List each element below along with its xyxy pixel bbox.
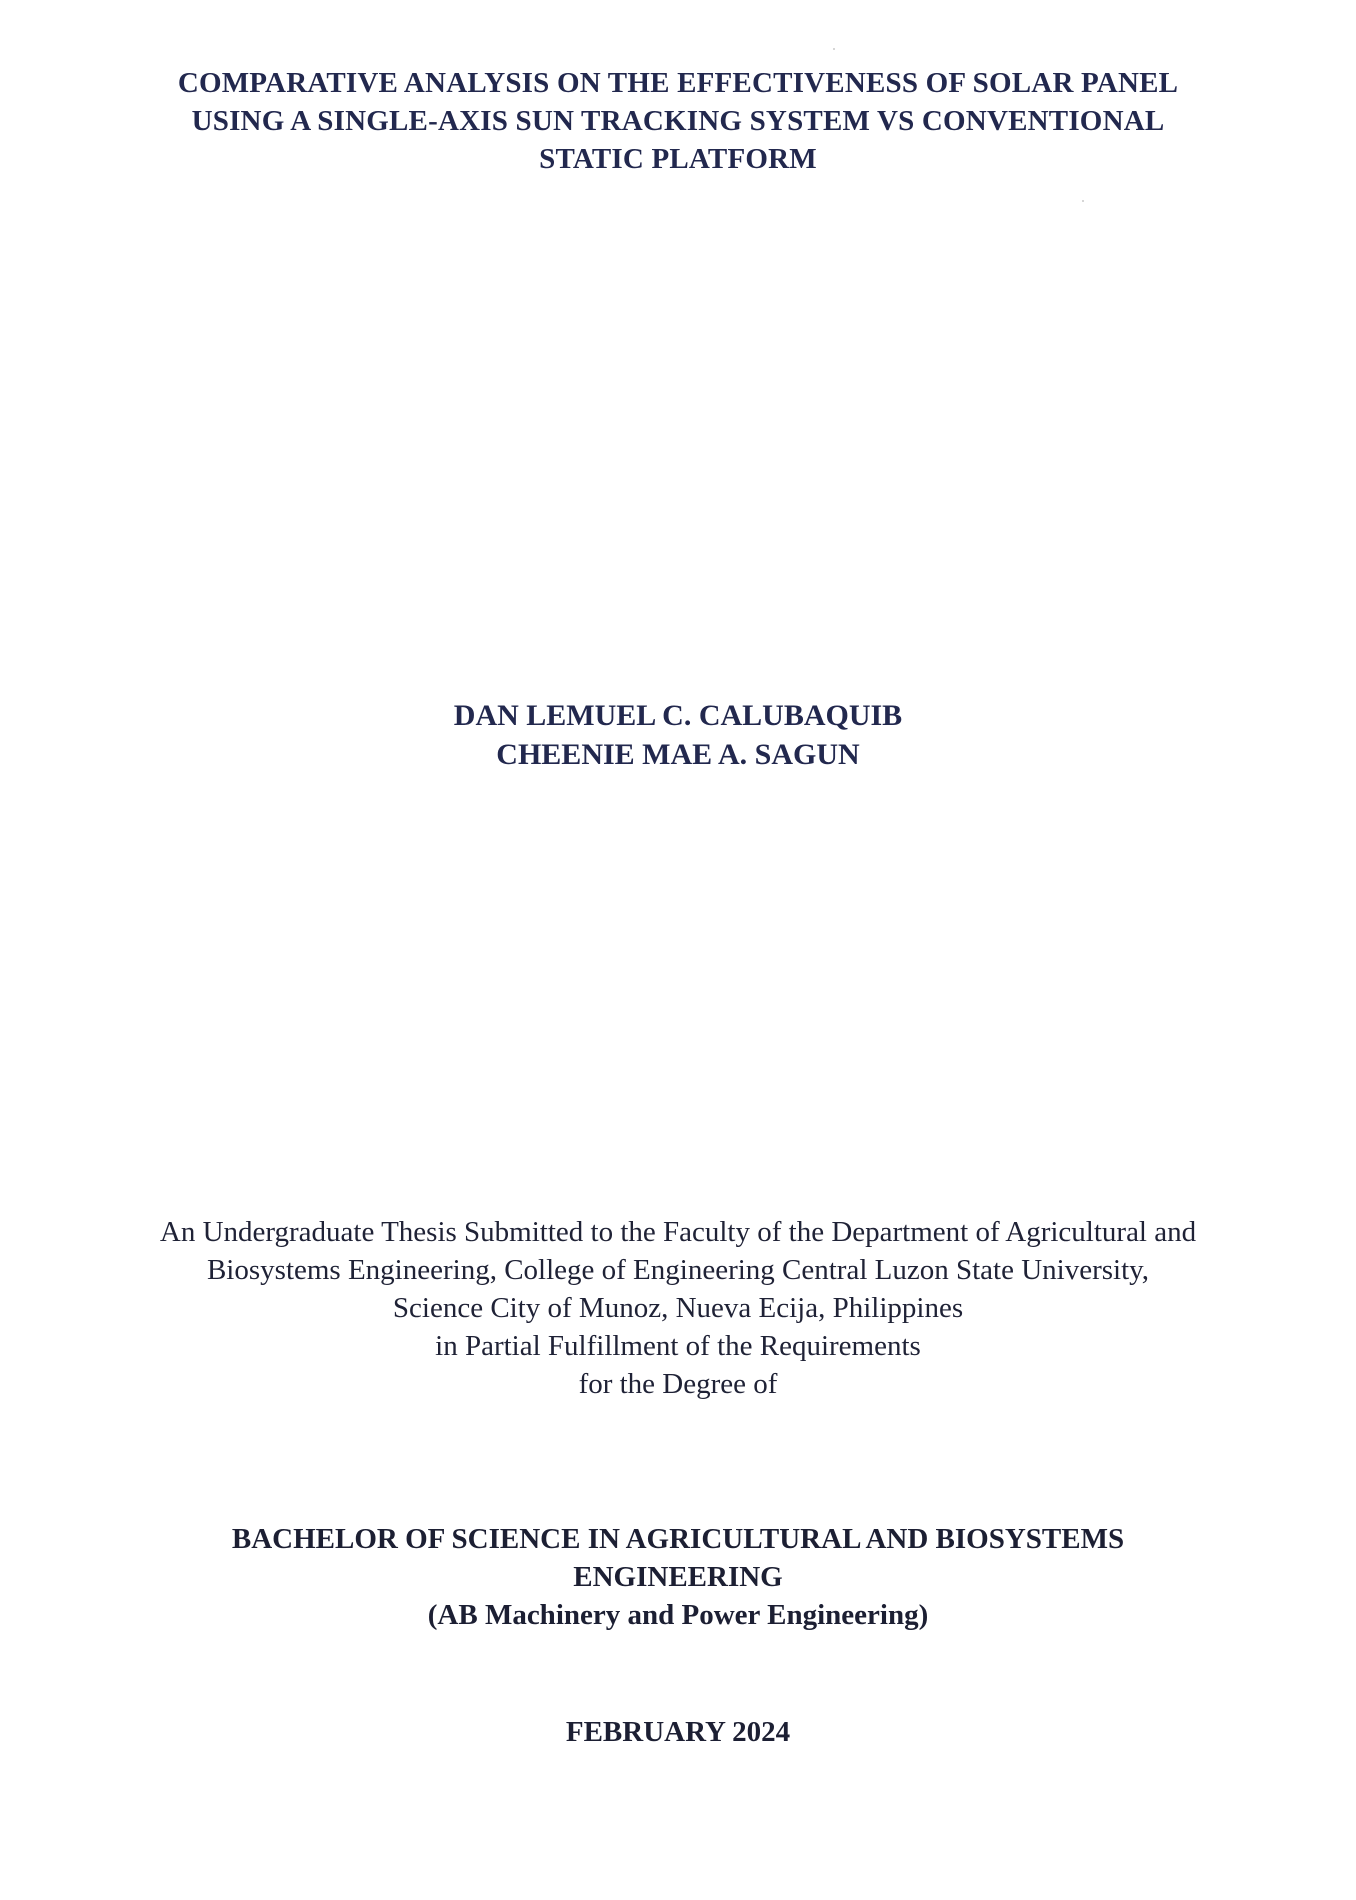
scan-speck [833, 48, 835, 50]
scan-speck [1082, 200, 1084, 202]
degree-name [0, 1520, 1356, 1634]
author-name: CHEENIE MAE A. SAGUN [496, 738, 860, 771]
thesis-title [0, 64, 1356, 178]
author-name: DAN LEMUEL C. CALUBAQUIB [453, 699, 903, 732]
submission-line: Biosystems Engineering, College of Engineering Central Luzon State University, [206, 1254, 1150, 1286]
submission-line: for the Degree of [578, 1368, 778, 1400]
title-line: USING A SINGLE-AXIS SUN TRACKING SYSTEM VS CONVENTIONAL [191, 105, 1165, 137]
submission-statement [0, 1213, 1356, 1403]
submission-line: in Partial Fulfillment of the Requirements [435, 1330, 921, 1362]
degree-specialization: (AB Machinery and Power Engineering) [427, 1599, 929, 1631]
degree-line: ENGINEERING [573, 1561, 783, 1593]
submission-date [0, 1713, 1356, 1751]
title-line: COMPARATIVE ANALYSIS ON THE EFFECTIVENESS OF SOLAR PANEL [177, 67, 1179, 99]
date-text: FEBRUARY 2024 [565, 1716, 791, 1748]
title-line: STATIC PLATFORM [539, 143, 817, 175]
submission-line: Science City of Munoz, Nueva Ecija, Philippines [392, 1292, 964, 1324]
submission-line: An Undergraduate Thesis Submitted to the Faculty of the Department of Agricultural and [159, 1216, 1197, 1248]
authors [0, 696, 1356, 774]
degree-line: BACHELOR OF SCIENCE IN AGRICULTURAL AND BIOSYSTEMS [231, 1523, 1125, 1555]
